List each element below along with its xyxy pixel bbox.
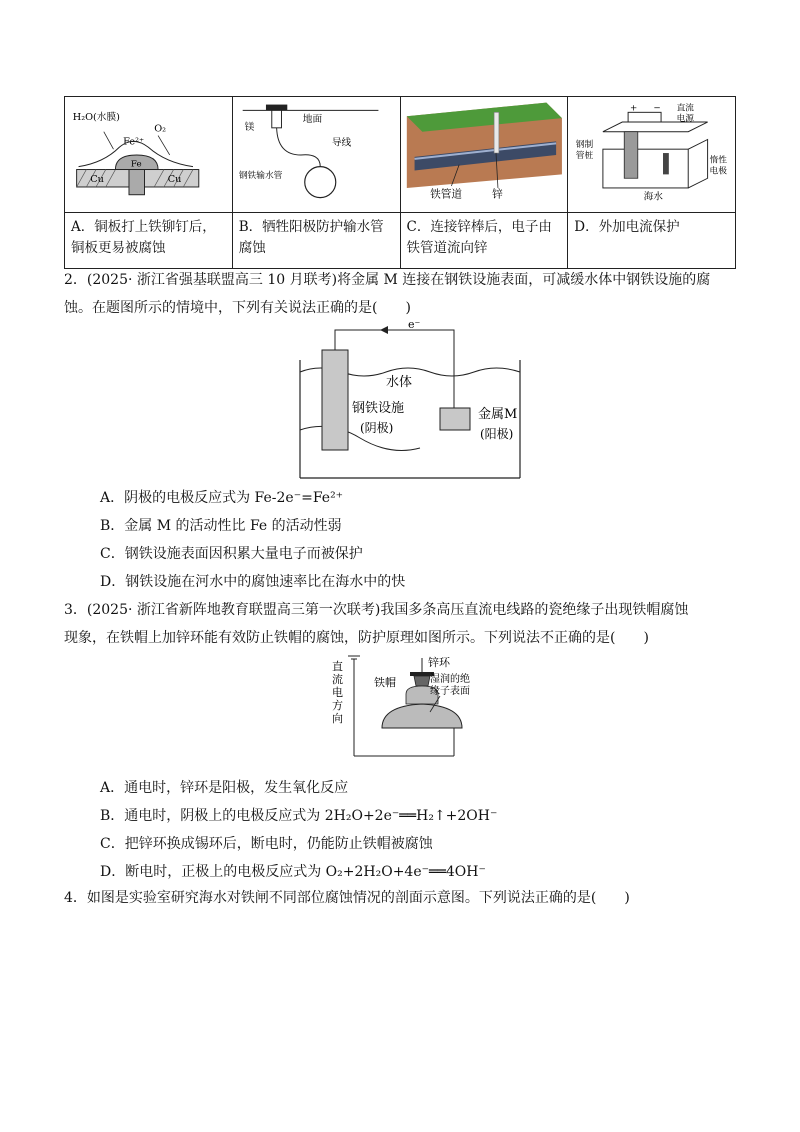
surface-label-line2: 缘子表面 <box>430 686 470 697</box>
seawater-label: 海水 <box>643 191 664 203</box>
iron-cap-label: 铁帽 <box>374 676 396 689</box>
option-c-figure-cell <box>400 97 568 213</box>
dc-label-line2: 电源 <box>676 114 695 125</box>
o2-arrow <box>158 136 170 155</box>
metal-label-line1: 金属M <box>478 407 518 422</box>
q3-option-b: B．通电时，阴极上的电极反应式为 2H₂O+2e⁻══H₂↑+2OH⁻ <box>100 808 498 824</box>
connecting-wire <box>276 128 320 167</box>
seawater-tank <box>603 149 688 188</box>
cu-right-label: Cu <box>167 174 182 186</box>
magnesium-label: 镁 <box>244 121 255 133</box>
dc-source <box>628 112 661 122</box>
dc-label-line1: 直流 <box>676 103 695 114</box>
dc-dir-char-3: 电 <box>332 686 343 699</box>
fe-label: Fe <box>130 159 142 170</box>
facility-label-line1: 钢铁设施 <box>352 401 405 416</box>
option-d-caption: D．外加电流保护 <box>568 213 736 269</box>
water-film-label: H₂O(水膜) <box>72 112 120 124</box>
iron-cap <box>414 676 430 686</box>
electron-label: e⁻ <box>408 320 421 331</box>
pipe-label: 钢铁输水管 <box>238 171 283 182</box>
q3-option-c: C．把锌环换成锡环后，断电时，仍能防止铁帽被腐蚀 <box>100 836 433 852</box>
water-label: 水体 <box>386 375 413 390</box>
q2-stem-line2: 蚀。在题图所示的情境中，下列有关说法正确的是( ) <box>64 300 411 316</box>
zinc-rod <box>494 112 499 153</box>
option-b-caption: B．牺牲阳极防护输水管腐蚀 <box>232 213 400 269</box>
zinc-label: 锌 <box>491 187 503 201</box>
option-c-caption: C．连接锌棒后，电子由铁管道流向锌 <box>400 213 568 269</box>
facility-label-line2: (阴极) <box>360 421 394 435</box>
q2-option-a: A．阴极的电极反应式为 Fe-2e⁻=Fe²⁺ <box>100 490 344 506</box>
dc-dir-char-2: 流 <box>332 673 343 686</box>
q2-option-c: C．钢铁设施表面因积累大量电子而被保护 <box>100 546 363 562</box>
q3-option-a: A．通电时，锌环是阳极，发生氧化反应 <box>100 780 349 796</box>
impressed-current-diagram <box>568 97 735 212</box>
rivet-shank <box>129 170 145 195</box>
option-d-figure-cell <box>568 97 736 213</box>
tank-side <box>688 139 707 187</box>
dc-dir-char-1: 直 <box>332 660 343 673</box>
option-a-figure-cell <box>65 97 233 213</box>
water-pipe <box>304 167 335 198</box>
rivet-corrosion-diagram <box>65 97 232 212</box>
surface-label-line1: 湿润的绝 <box>430 674 470 685</box>
inert-label-line1: 惰性 <box>709 155 728 166</box>
pile-label-line1: 钢制 <box>576 140 594 151</box>
metal-label-line2: (阳极) <box>480 427 514 441</box>
magnesium-block <box>272 110 282 127</box>
q3-stem-line1: 3．(2025· 浙江省新阵地教育联盟高三第一次联考)我国多条高压直流电线路的瓷绝缘子出现铁帽腐蚀 <box>64 602 689 618</box>
inert-electrode <box>663 153 669 174</box>
plus-sign: + <box>630 103 638 114</box>
q2-stem-line1: 2．(2025· 浙江省强基联盟高三 10 月联考)将金属 M 连接在钢铁设施表面，可减缓水体中钢铁设施的腐 <box>64 272 711 288</box>
insulator-body <box>382 704 462 728</box>
dc-dir-char-4: 方 <box>332 699 343 712</box>
zinc-ring-label: 锌环 <box>428 656 450 669</box>
o2-label: O₂ <box>154 123 167 135</box>
q2-option-d: D．钢铁设施在河水中的腐蚀速率比在海水中的快 <box>100 574 406 590</box>
sacrificial-anode-diagram <box>233 97 400 212</box>
q3-figure <box>326 652 476 760</box>
option-a-caption: A．铜板打上铁铆钉后，铜板更易被腐蚀 <box>65 213 233 269</box>
minus-sign: − <box>653 103 661 114</box>
q4-stem-line1: 4．如图是实验室研究海水对铁闸不同部位腐蚀情况的剖面示意图。下列说法正确的是( ) <box>64 890 630 906</box>
q1-options-table <box>64 96 736 269</box>
water-arrow <box>104 132 114 149</box>
dc-dir-char-5: 向 <box>332 712 343 725</box>
ground-cap <box>266 105 287 111</box>
cu-left-label: Cu <box>90 174 104 186</box>
q2-figure <box>290 320 530 480</box>
metal-m-block <box>440 408 470 430</box>
q3-option-d: D．断电时，正极上的电极反应式为 O₂+2H₂O+4e⁻══4OH⁻ <box>100 864 486 880</box>
q2-option-b: B．金属 M 的活动性比 Fe 的活动性弱 <box>100 518 342 534</box>
inert-label-line2: 电极 <box>709 166 728 177</box>
option-b-figure-cell <box>232 97 400 213</box>
fe-ion-label: Fe²⁺ <box>123 136 145 148</box>
electron-arrow <box>380 326 388 334</box>
wire-label: 导线 <box>331 137 352 149</box>
steel-facility <box>322 350 348 450</box>
zinc-rod-pipeline-diagram <box>401 97 568 212</box>
steel-pile <box>624 132 638 179</box>
ground-label: 地面 <box>302 114 322 126</box>
q3-stem-line2: 现象，在铁帽上加锌环能有效防止铁帽的腐蚀，防护原理如图所示。下列说法不正确的是( ) <box>64 630 649 646</box>
pile-label-line2: 管桩 <box>576 150 594 161</box>
pipe-label: 铁管道 <box>429 187 462 201</box>
